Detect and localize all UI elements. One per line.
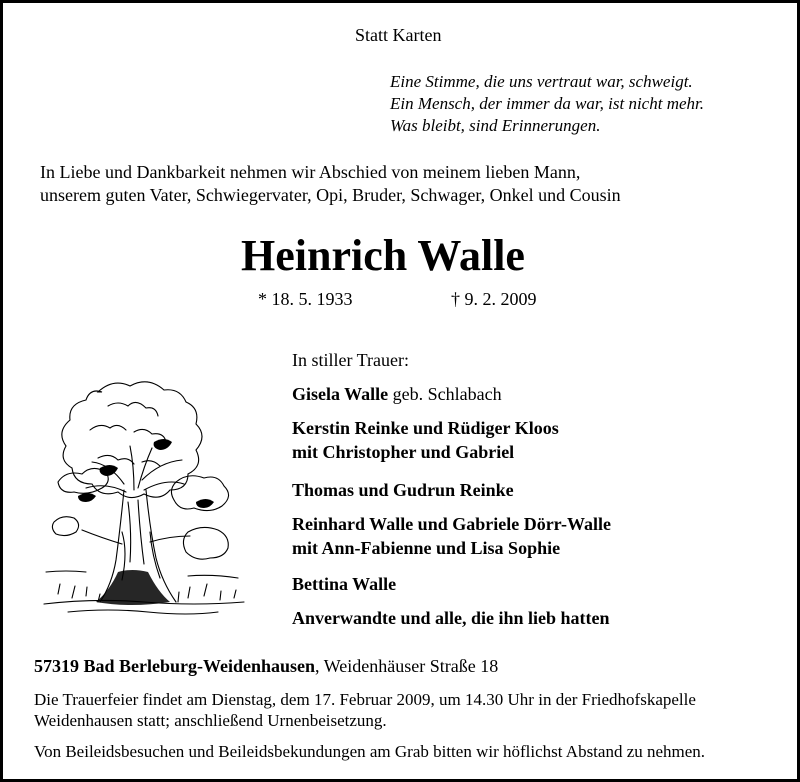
mourner-entry: Anverwandte und alle, die ihn lieb hatten [292, 608, 610, 628]
intro-line: unserem guten Vater, Schwiegervater, Opi, Bruder, Schwager, Onkel und Cousin [40, 185, 621, 205]
birth-info [258, 289, 353, 310]
condolence-note: Von Beileidsbesuchen und Beileidsbekundungen am Grab bitten wir höflichst Abstand zu nehmen. [34, 742, 706, 761]
deceased-name: Heinrich Walle [241, 231, 525, 280]
intro-line: In Liebe und Dankbarkeit nehmen wir Abschied von meinem lieben Mann, [40, 162, 581, 182]
mourner-entry: Thomas und Gudrun Reinke [292, 480, 514, 500]
mourner-entry: Reinhard Walle und Gabriele Dörr-Walle [292, 514, 611, 534]
address-city: 57319 Bad Berleburg-Weidenhausen [34, 656, 316, 676]
poem-line: Ein Mensch, der immer da war, ist nicht mehr. [390, 94, 705, 113]
death-info [451, 289, 537, 310]
mourner-name: Gisela Walle [292, 384, 389, 404]
poem-line: Was bleibt, sind Erinnerungen. [390, 116, 601, 135]
tree-illustration [38, 372, 248, 622]
mourner-entry [292, 384, 502, 405]
header-text: Statt Karten [355, 25, 442, 45]
mourner-entry: mit Christopher und Gabriel [292, 442, 515, 462]
death-date: 9. 2. 2009 [464, 289, 537, 309]
mourner-entry: mit Ann-Fabienne und Lisa Sophie [292, 538, 561, 558]
ceremony-line: Die Trauerfeier findet am Dienstag, dem 17. Februar 2009, um 14.30 Uhr in der Friedhofskapelle [34, 690, 696, 709]
poem-line: Eine Stimme, die uns vertraut war, schweigt. [390, 72, 693, 91]
mourner-entry: Kerstin Reinke und Rüdiger Kloos [292, 418, 559, 438]
mourner-suffix: geb. Schlabach [392, 384, 502, 404]
address [34, 656, 498, 677]
address-street: , Weidenhäuser Straße 18 [315, 656, 499, 676]
birth-star-icon: * [258, 289, 267, 309]
ceremony-line: Weidenhausen statt; anschließend Urnenbeisetzung. [34, 711, 387, 730]
birth-date: 18. 5. 1933 [271, 289, 353, 309]
mourning-label: In stiller Trauer: [292, 350, 409, 370]
mourner-entry: Bettina Walle [292, 574, 397, 594]
death-cross-icon: † [451, 289, 460, 309]
